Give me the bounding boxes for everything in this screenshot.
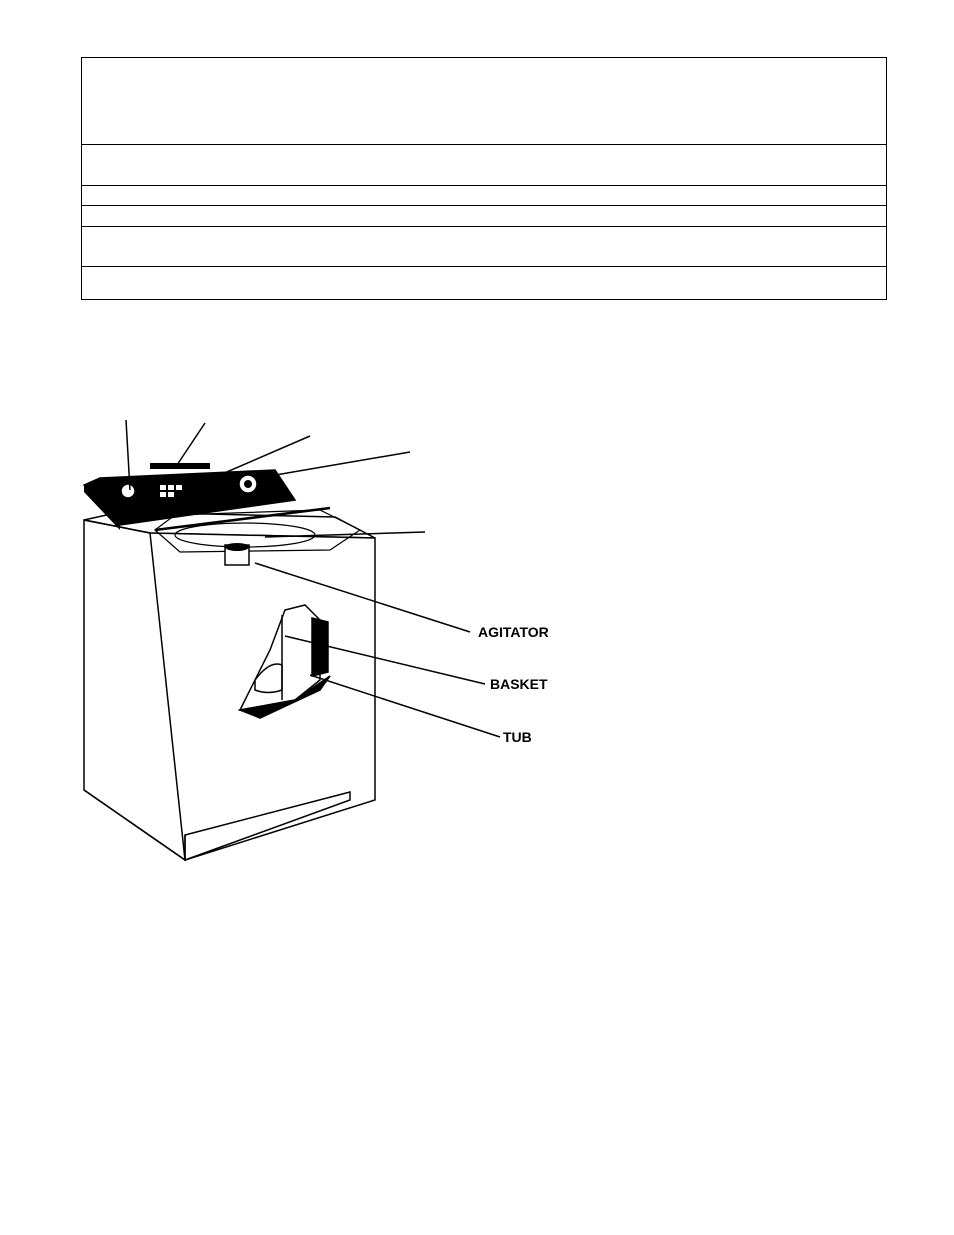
console-button-icon: [176, 485, 182, 490]
agitator-top: [225, 543, 249, 565]
basket-label: BASKET: [490, 676, 548, 692]
console-button-icon: [160, 492, 166, 497]
dial-left-icon: [121, 484, 135, 498]
dial-right-center-icon: [244, 480, 252, 488]
console-nameplate: [150, 463, 210, 469]
console-button-icon: [168, 492, 174, 497]
agitator-label: AGITATOR: [478, 624, 549, 640]
tub-label: TUB: [503, 729, 532, 745]
console-button-icon: [160, 485, 166, 490]
console-button-icon: [168, 485, 174, 490]
